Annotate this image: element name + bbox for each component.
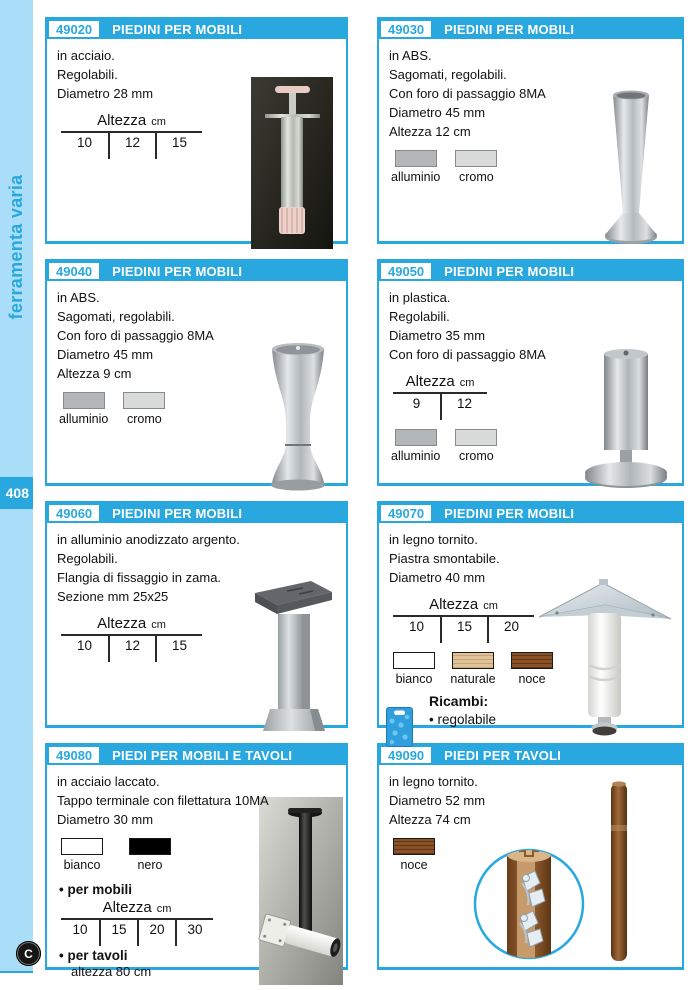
product-header: [379, 503, 682, 523]
product-header: [47, 261, 346, 281]
height-unit: cm: [151, 619, 166, 631]
description-line: Diametro 35 mm: [389, 328, 486, 343]
swatch-color: [129, 838, 171, 855]
spare-parts-block: [429, 693, 496, 727]
product-body: [47, 39, 346, 243]
height-table-header: [61, 112, 202, 131]
height-value: 12: [108, 133, 155, 159]
product-cell-49040: [45, 259, 348, 486]
swatch-label: nero: [137, 858, 163, 872]
height-value: 20: [137, 920, 175, 946]
product-title: PIEDINI PER MOBILI: [444, 263, 575, 279]
description-line: Altezza 74 cm: [389, 812, 471, 827]
description-line: Diametro 40 mm: [389, 570, 486, 585]
height-value: 10: [72, 922, 88, 937]
product-body: [379, 523, 682, 727]
product-header: [47, 19, 346, 39]
description-line: Con foro di passaggio 8MA: [389, 347, 546, 362]
swatch-color: [455, 429, 497, 446]
product-title: PIEDI PER MOBILI E TAVOLI: [112, 747, 293, 763]
product-code: 49050: [381, 263, 431, 279]
product-title: PIEDINI PER MOBILI: [112, 21, 243, 37]
swatch-color: [395, 429, 437, 446]
product-title: PIEDINI PER MOBILI: [112, 505, 243, 521]
height-value: 15: [155, 636, 202, 662]
description-line: Diametro 45 mm: [389, 105, 486, 120]
swatch-color: [393, 652, 435, 669]
product-code: 49020: [49, 21, 99, 37]
sidebar-category-label: ferramenta varia: [6, 174, 26, 320]
height-table: [61, 615, 202, 662]
product-cell-49050: [377, 259, 684, 486]
finish-swatches: [59, 838, 346, 872]
height-label: Altezza: [97, 112, 147, 129]
height-table-header: [393, 373, 487, 392]
height-label: Altezza: [102, 899, 152, 916]
swatch-label: alluminio: [391, 449, 441, 463]
description-line: in alluminio anodizzato argento.: [57, 532, 240, 547]
product-body: [47, 281, 346, 485]
height-value: 30: [175, 920, 213, 946]
height-unit: cm: [156, 903, 172, 915]
product-cell-49080: [45, 743, 348, 979]
swatch-cromo: [453, 429, 499, 463]
description-line: Con foro di passaggio 8MA: [57, 328, 214, 343]
product-grid: [45, 17, 684, 979]
description-line: in plastica.: [389, 290, 451, 305]
height-table: [393, 596, 534, 643]
swatch-noce: [391, 838, 437, 872]
section-label-per-tavoli: • per tavoli: [59, 948, 128, 963]
swatch-color: [455, 150, 497, 167]
height-unit: cm: [151, 116, 166, 128]
description-line: Sezione mm 25x25: [57, 589, 169, 604]
description-line: Piastra smontabile.: [389, 551, 500, 566]
description-line: Sagomati, regolabili.: [57, 309, 175, 324]
swatch-bianco: [391, 652, 437, 686]
swatch-label: alluminio: [391, 170, 441, 184]
description-line: Diametro 52 mm: [389, 793, 486, 808]
product-header: [379, 261, 682, 281]
product-title: PIEDI PER TAVOLI: [444, 747, 561, 763]
swatch-label: bianco: [63, 858, 101, 872]
height-table: [61, 899, 213, 946]
height-unit: cm: [483, 600, 498, 612]
swatch-color: [452, 652, 494, 669]
description-line: Regolabili.: [57, 67, 118, 82]
description-line: Altezza 12 cm: [389, 124, 471, 139]
height-value: 15: [99, 920, 137, 946]
height-value: 12: [440, 394, 487, 420]
description-line: in acciaio laccato.: [57, 774, 160, 789]
height-value: 15: [155, 133, 202, 159]
product-cell-49030: [377, 17, 684, 244]
product-cell-49070: [377, 501, 684, 728]
height-values: [61, 634, 202, 662]
description-line: Diametro 30 mm: [57, 812, 154, 827]
swatch-color: [395, 150, 437, 167]
height-value: 12: [108, 636, 155, 662]
height-values: [393, 615, 534, 643]
swatch-alluminio: [391, 150, 440, 184]
product-description: [57, 530, 346, 606]
description-line: in ABS.: [57, 290, 100, 305]
height-table-header: [61, 615, 202, 634]
finish-swatches: [391, 652, 682, 686]
height-label: Altezza: [429, 596, 479, 613]
product-description: [389, 46, 682, 141]
swatch-color: [511, 652, 553, 669]
brand-logo-icon: C: [16, 941, 41, 966]
finish-swatches: [59, 392, 346, 426]
product-body: [379, 281, 682, 485]
sidebar: [0, 0, 33, 973]
product-description: [57, 288, 346, 383]
swatch-label: bianco: [395, 672, 433, 686]
swatch-cromo: [453, 150, 499, 184]
product-body: [47, 523, 346, 727]
description-line: Diametro 45 mm: [57, 347, 154, 362]
swatch-label: cromo: [126, 412, 162, 426]
swatch-cromo: [121, 392, 167, 426]
spare-part-blister-icon: [386, 707, 413, 747]
description-line: in legno tornito.: [389, 774, 478, 789]
swatch-label: alluminio: [59, 412, 109, 426]
swatch-naturale: [450, 652, 496, 686]
swatch-color: [63, 392, 105, 409]
description-line: Diametro 28 mm: [57, 86, 154, 101]
description-line: Altezza 9 cm: [57, 366, 132, 381]
spare-parts-item: • regolabile: [429, 712, 497, 727]
product-code: 49080: [49, 747, 99, 763]
product-code: 49090: [381, 747, 431, 763]
product-body: [379, 765, 682, 969]
swatch-label: naturale: [450, 672, 496, 686]
product-title: PIEDINI PER MOBILI: [444, 21, 575, 37]
height-values: [61, 918, 213, 946]
finish-swatches: [391, 150, 682, 184]
swatch-alluminio: [391, 429, 440, 463]
product-title: PIEDINI PER MOBILI: [444, 505, 575, 521]
product-cell-49060: [45, 501, 348, 728]
height-values: [61, 131, 202, 159]
description-line: Regolabili.: [389, 309, 450, 324]
swatch-noce: [509, 652, 555, 686]
height-values: [393, 392, 487, 420]
product-description: [57, 46, 346, 103]
swatch-label: noce: [518, 672, 546, 686]
height-table-header: [393, 596, 534, 615]
height-value: 10: [76, 135, 93, 150]
description-line: Regolabili.: [57, 551, 118, 566]
product-code: 49060: [49, 505, 99, 521]
finish-swatches: [391, 838, 682, 872]
swatch-label: cromo: [458, 449, 494, 463]
spare-parts-title: Ricambi:: [429, 693, 489, 709]
product-cell-49090: [377, 743, 684, 970]
height-value: 9: [412, 396, 421, 411]
product-description: [389, 530, 682, 587]
product-description: [389, 772, 682, 829]
finish-swatches: [391, 429, 682, 463]
height-table-header: [61, 899, 213, 918]
description-line: Sagomati, regolabili.: [389, 67, 507, 82]
swatch-color: [393, 838, 435, 855]
description-line: Tappo terminale con filettatura 10MA: [57, 793, 269, 808]
product-cell-49020: [45, 17, 348, 244]
swatch-label: cromo: [458, 170, 494, 184]
description-line: Con foro di passaggio 8MA: [389, 86, 546, 101]
height-unit: cm: [459, 377, 475, 389]
product-header: [47, 745, 346, 765]
description-line: Flangia di fissaggio in zama.: [57, 570, 222, 585]
description-line: in acciaio.: [57, 48, 115, 63]
height-table: [61, 112, 202, 159]
height-value: 20: [487, 617, 534, 643]
height-label: Altezza: [97, 615, 147, 632]
description-line: in ABS.: [389, 48, 432, 63]
product-header: [379, 19, 682, 39]
swatch-color: [123, 392, 165, 409]
product-code: 49030: [381, 21, 431, 37]
product-title: PIEDINI PER MOBILI: [112, 263, 243, 279]
page-number-badge: 408: [0, 477, 33, 509]
product-photo-cylinder-leg: [581, 347, 671, 497]
swatch-bianco: [59, 838, 105, 872]
swatch-color: [61, 838, 103, 855]
section-note: altezza 80 cm: [71, 964, 152, 979]
section-label-per-mobili: • per mobili: [59, 882, 132, 897]
description-line: in legno tornito.: [389, 532, 478, 547]
height-value: 10: [76, 638, 93, 653]
product-body: [47, 765, 346, 979]
swatch-label: noce: [400, 858, 428, 872]
product-description: [57, 772, 346, 829]
product-description: [389, 288, 682, 364]
height-label: Altezza: [405, 373, 455, 390]
height-table: [393, 373, 487, 420]
swatch-alluminio: [59, 392, 108, 426]
height-value: 15: [440, 617, 487, 643]
product-code: 49040: [49, 263, 99, 279]
height-value: 10: [408, 619, 425, 634]
product-body: [379, 39, 682, 243]
swatch-nero: [127, 838, 173, 872]
product-header: [379, 745, 682, 765]
product-code: 49070: [381, 505, 431, 521]
product-header: [47, 503, 346, 523]
